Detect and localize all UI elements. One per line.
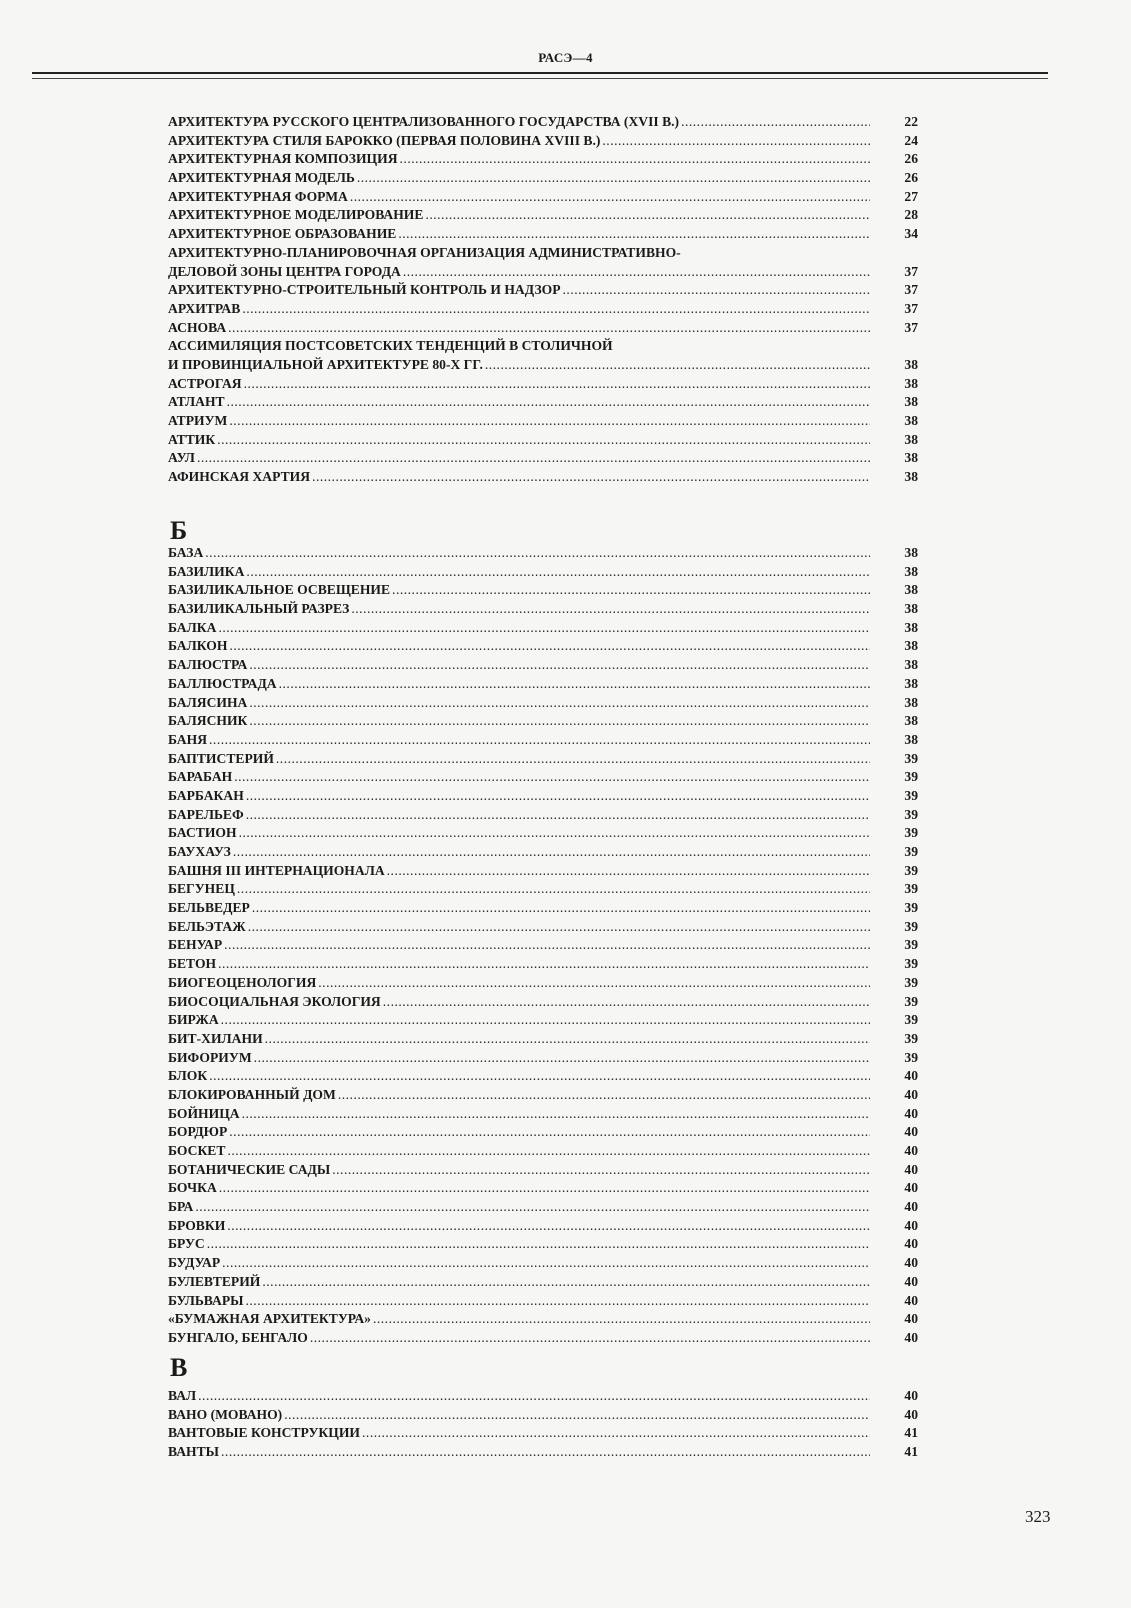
entry-page: 39 [904, 844, 918, 859]
index-entry [168, 918, 918, 937]
entry-title: БЕГУНЕЦ [168, 881, 235, 897]
entry-page: 39 [904, 769, 918, 785]
dot-leader [209, 731, 870, 750]
dot-leader [265, 1030, 870, 1049]
dot-leader [485, 356, 870, 375]
entry-page: 37 [904, 300, 918, 316]
dot-leader [383, 993, 870, 1012]
dot-leader [229, 412, 870, 431]
entry-title: БАЗИЛИКАЛЬНЫЙ РАЗРЕЗ [168, 601, 350, 617]
entry-title: АРХИТРАВ [168, 300, 241, 316]
entry-title: ВАНО (МОВАНО) [168, 1406, 283, 1422]
entry-page: 39 [904, 1012, 918, 1028]
index-entry [168, 955, 918, 974]
index-entry [168, 675, 918, 694]
entry-title: БАНЯ [168, 731, 208, 747]
running-header: РАСЭ—4 [538, 50, 593, 65]
entry-page: 38 [904, 356, 918, 372]
entry-page: 40 [904, 1161, 918, 1177]
index-entry [168, 1424, 918, 1443]
entry-title: БАЛКОН [168, 638, 228, 654]
entry-title: БОСКЕТ [168, 1143, 226, 1158]
entry-page: 40 [904, 1124, 918, 1140]
entry-page: 28 [904, 207, 918, 223]
index-entry [168, 974, 918, 993]
dot-leader [246, 1292, 871, 1311]
entry-page: 40 [904, 1236, 918, 1252]
index-entry [168, 806, 918, 825]
entry-page: 40 [904, 1329, 918, 1345]
entry-title: БАЛЯСНИК [168, 713, 248, 729]
entry-page: 39 [904, 750, 918, 766]
entry-title: ДЕЛОВОЙ ЗОНЫ ЦЕНТРА ГОРОДА [168, 263, 401, 279]
index-entry [168, 1123, 918, 1142]
entry-title: АРХИТЕКТУРНАЯ ФОРМА [168, 188, 348, 204]
entry-page: 39 [904, 974, 918, 990]
entry-title: И ПРОВИНЦИАЛЬНОЙ АРХИТЕКТУРЕ 80-Х ГГ. [168, 356, 483, 372]
entry-page: 26 [904, 151, 918, 167]
entry-page: 38 [904, 563, 918, 579]
dot-leader [357, 169, 870, 188]
index-entry [168, 244, 918, 263]
dot-leader [276, 750, 870, 769]
entry-page: 39 [904, 937, 918, 953]
entry-page: 38 [904, 394, 918, 410]
index-entry [168, 1105, 918, 1124]
dot-leader [373, 1310, 870, 1329]
entry-page: 38 [904, 675, 918, 691]
entry-title: ВАЛ [168, 1388, 197, 1403]
entry-page: 39 [904, 825, 918, 841]
entry-title: АФИНСКАЯ ХАРТИЯ [168, 469, 311, 485]
section-letter-v: В [170, 1353, 188, 1382]
entry-title: БУНГАЛО, БЕНГАЛО [168, 1329, 308, 1345]
dot-leader [229, 637, 870, 656]
index-entry [168, 1030, 918, 1049]
entry-title: БАЛЯСИНА [168, 694, 248, 710]
index-section-b [168, 544, 918, 1348]
page-number: 323 [1025, 1507, 1051, 1526]
dot-leader [218, 619, 870, 638]
entry-title: БИОГЕОЦЕНОЛОГИЯ [168, 974, 317, 990]
entry-title: БАШНЯ III ИНТЕРНАЦИОНАЛА [168, 862, 385, 878]
entry-page: 39 [904, 787, 918, 803]
dot-leader [221, 1011, 870, 1030]
dot-leader [227, 393, 870, 412]
dot-leader [310, 1329, 870, 1348]
entry-page: 40 [904, 1199, 918, 1215]
dot-leader [218, 955, 870, 974]
entry-title: БИТ-ХИЛАНИ [168, 1030, 263, 1046]
entry-title: БАСТИОН [168, 825, 237, 841]
dot-leader [209, 1067, 870, 1086]
entry-page: 40 [904, 1180, 918, 1196]
entry-title: БЛОК [168, 1068, 208, 1084]
entry-page: 39 [904, 1030, 918, 1046]
entry-title: АРХИТЕКТУРНОЕ МОДЕЛИРОВАНИЕ [168, 207, 424, 223]
dot-leader [362, 1424, 870, 1443]
dot-leader [681, 113, 870, 132]
entry-page: 39 [904, 1049, 918, 1065]
index-entry [168, 188, 918, 207]
index-entry [168, 787, 918, 806]
entry-page: 38 [904, 638, 918, 654]
entry-page: 41 [904, 1444, 918, 1460]
dot-leader [246, 787, 870, 806]
entry-title: БЕНУАР [168, 937, 223, 953]
dot-leader [262, 1273, 870, 1292]
index-entry [168, 1049, 918, 1068]
entry-page: 38 [904, 731, 918, 747]
index-entry [168, 468, 918, 487]
entry-page: 39 [904, 881, 918, 897]
entry-title: АРХИТЕКТУРНО-ПЛАНИРОВОЧНАЯ ОРГАНИЗАЦИЯ АДМИНИСТРАТИВНО- [168, 244, 681, 260]
entry-title: АТРИУМ [168, 413, 228, 428]
entry-page: 39 [904, 900, 918, 916]
index-entry [168, 1235, 918, 1254]
index-entry [168, 1086, 918, 1105]
index-entry [168, 563, 918, 582]
dot-leader [615, 337, 918, 356]
entry-page: 40 [904, 1086, 918, 1102]
entry-page: 38 [904, 657, 918, 673]
entry-title: БАЗИЛИКАЛЬНОЕ ОСВЕЩЕНИЕ [168, 582, 391, 598]
index-entry [168, 1329, 918, 1348]
entry-title: БРОВКИ [168, 1217, 226, 1233]
index-entry [168, 449, 918, 468]
index-entry [168, 169, 918, 188]
dot-leader [284, 1406, 870, 1425]
index-entry [168, 356, 918, 375]
index-entry [168, 1254, 918, 1273]
dot-leader [249, 694, 870, 713]
entry-page: 40 [904, 1105, 918, 1121]
index-entry [168, 1067, 918, 1086]
entry-page: 38 [904, 582, 918, 598]
entry-title: БУДУАР [168, 1255, 221, 1271]
dot-leader [242, 1105, 870, 1124]
dot-leader [197, 449, 870, 468]
entry-page: 37 [904, 263, 918, 279]
index-entry [168, 300, 918, 319]
dot-leader [205, 544, 870, 563]
dot-leader [222, 1254, 870, 1273]
index-entry [168, 619, 918, 638]
entry-title: БАЛКА [168, 619, 217, 635]
index-section-v [168, 1387, 918, 1462]
index-entry [168, 150, 918, 169]
entry-page: 38 [904, 601, 918, 617]
dot-leader [279, 675, 870, 694]
dot-leader [248, 918, 870, 937]
entry-title: АСНОВА [168, 319, 227, 335]
entry-page: 27 [904, 188, 918, 204]
index-entry [168, 544, 918, 563]
entry-title: БЕЛЬЭТАЖ [168, 918, 246, 934]
entry-title: БУЛЬВАРЫ [168, 1292, 244, 1308]
entry-page: 22 [904, 114, 918, 129]
entry-title: АРХИТЕКТУРНО-СТРОИТЕЛЬНЫЙ КОНТРОЛЬ И НАДЗОР [168, 282, 561, 298]
entry-title: АРХИТЕКТУРНАЯ КОМПОЗИЦИЯ [168, 151, 398, 167]
index-entry [168, 694, 918, 713]
index-entry [168, 225, 918, 244]
entry-page: 39 [904, 918, 918, 934]
entry-title: БИФОРИУМ [168, 1049, 252, 1065]
entry-title: АУЛ [168, 450, 195, 466]
index-entry [168, 1406, 918, 1425]
entry-title: АССИМИЛЯЦИЯ ПОСТСОВЕТСКИХ ТЕНДЕНЦИЙ В СТОЛИЧНОЙ [168, 338, 613, 354]
entry-page: 40 [904, 1143, 918, 1158]
entry-page: 40 [904, 1217, 918, 1233]
entry-page: 38 [904, 375, 918, 391]
header-rule [32, 72, 1048, 74]
entry-title: АРХИТЕКТУРНОЕ ОБРАЗОВАНИЕ [168, 226, 397, 242]
entry-title: БИОСОЦИАЛЬНАЯ ЭКОЛОГИЯ [168, 993, 381, 1009]
entry-title: ВАНТОВЫЕ КОНСТРУКЦИИ [168, 1425, 361, 1441]
index-section-a [168, 113, 918, 487]
index-entry [168, 824, 918, 843]
dot-leader [228, 319, 870, 338]
entry-title: БАЛЛЮСТРАДА [168, 675, 277, 691]
entry-page: 40 [904, 1255, 918, 1271]
dot-leader [318, 974, 870, 993]
entry-title: БЛОКИРОВАННЫЙ ДОМ [168, 1086, 336, 1102]
index-entry [168, 843, 918, 862]
dot-leader [229, 1123, 870, 1142]
dot-leader [217, 431, 870, 450]
dot-leader [350, 188, 870, 207]
entry-title: БОЧКА [168, 1180, 217, 1196]
dot-leader [233, 843, 870, 862]
index-entry [168, 768, 918, 787]
entry-page: 40 [904, 1388, 918, 1403]
index-entry [168, 993, 918, 1012]
index-entry [168, 1161, 918, 1180]
index-entry [168, 600, 918, 619]
entry-page: 34 [904, 226, 918, 242]
index-entry [168, 880, 918, 899]
entry-title: АТТИК [168, 431, 216, 447]
entry-title: АРХИТЕКТУРНАЯ МОДЕЛЬ [168, 170, 355, 186]
entry-title: БАРБАКАН [168, 787, 244, 803]
index-entry [168, 899, 918, 918]
index-entry [168, 1443, 918, 1462]
dot-leader [234, 768, 870, 787]
header-rule-thin [32, 78, 1048, 79]
dot-leader [254, 1049, 870, 1068]
index-entry [168, 1273, 918, 1292]
dot-leader [249, 656, 870, 675]
entry-title: БАЗА [168, 545, 204, 560]
entry-page: 38 [904, 619, 918, 635]
index-entry [168, 862, 918, 881]
dot-leader [207, 1235, 870, 1254]
dot-leader [351, 600, 870, 619]
entry-title: БУЛЕВТЕРИЙ [168, 1273, 261, 1289]
dot-leader [403, 263, 870, 282]
dot-leader [198, 1387, 870, 1406]
dot-leader [244, 375, 870, 394]
entry-title: БАУХАУЗ [168, 844, 231, 859]
index-entry [168, 731, 918, 750]
dot-leader [332, 1161, 870, 1180]
index-entry [168, 375, 918, 394]
entry-title: ВАНТЫ [168, 1444, 220, 1460]
dot-leader [195, 1198, 870, 1217]
entry-title: «БУМАЖНАЯ АРХИТЕКТУРА» [168, 1311, 371, 1327]
dot-leader [221, 1443, 870, 1462]
entry-title: БАРЕЛЬЕФ [168, 806, 244, 822]
entry-title: АТЛАНТ [168, 394, 225, 410]
index-entry [168, 750, 918, 769]
entry-page: 40 [904, 1311, 918, 1327]
dot-leader [338, 1086, 870, 1105]
index-entry [168, 1142, 918, 1161]
entry-page: 39 [904, 956, 918, 972]
index-entry [168, 712, 918, 731]
dot-leader [392, 581, 870, 600]
dot-leader [219, 1179, 870, 1198]
index-entry [168, 132, 918, 151]
index-entry [168, 1217, 918, 1236]
entry-title: БРА [168, 1199, 194, 1215]
entry-page: 24 [904, 132, 918, 148]
entry-page: 37 [904, 319, 918, 335]
entry-page: 38 [904, 545, 918, 560]
dot-leader [398, 225, 870, 244]
dot-leader [227, 1142, 870, 1161]
index-entry [168, 206, 918, 225]
entry-title: БАРАБАН [168, 769, 233, 785]
entry-page: 38 [904, 694, 918, 710]
dot-leader [224, 936, 870, 955]
entry-title: БОЙНИЦА [168, 1105, 240, 1121]
entry-page: 39 [904, 862, 918, 878]
dot-leader [237, 880, 870, 899]
index-entry [168, 319, 918, 338]
index-entry [168, 281, 918, 300]
index-entry [168, 412, 918, 431]
entry-title: БЕЛЬВЕДЕР [168, 900, 250, 916]
entry-page: 38 [904, 713, 918, 729]
dot-leader [246, 806, 870, 825]
index-entry [168, 1310, 918, 1329]
entry-page: 40 [904, 1068, 918, 1084]
index-entry [168, 936, 918, 955]
dot-leader [387, 862, 870, 881]
dot-leader [242, 300, 870, 319]
entry-page: 40 [904, 1292, 918, 1308]
index-entry [168, 337, 918, 356]
dot-leader [602, 132, 870, 151]
index-entry [168, 393, 918, 412]
entry-page: 40 [904, 1406, 918, 1422]
entry-title: БОРДЮР [168, 1124, 228, 1140]
dot-leader [252, 899, 870, 918]
entry-title: БАПТИСТЕРИЙ [168, 750, 274, 766]
dot-leader [683, 244, 918, 263]
entry-page: 41 [904, 1425, 918, 1441]
entry-page: 39 [904, 806, 918, 822]
entry-page: 26 [904, 170, 918, 186]
entry-page: 38 [904, 469, 918, 485]
entry-title: БРУС [168, 1236, 205, 1252]
dot-leader [312, 468, 870, 487]
dot-leader [246, 563, 870, 582]
dot-leader [227, 1217, 870, 1236]
entry-page: 38 [904, 413, 918, 428]
index-entry [168, 263, 918, 282]
index-entry [168, 637, 918, 656]
index-entry [168, 581, 918, 600]
index-entry [168, 1198, 918, 1217]
entry-page: 39 [904, 993, 918, 1009]
entry-page: 40 [904, 1273, 918, 1289]
index-entry [168, 656, 918, 675]
entry-title: БАЛЮСТРА [168, 657, 248, 673]
dot-leader [239, 824, 870, 843]
dot-leader [425, 206, 870, 225]
entry-title: БЕТОН [168, 956, 217, 972]
index-entry [168, 113, 918, 132]
index-entry [168, 431, 918, 450]
entry-title: АРХИТЕКТУРА РУССКОГО ЦЕНТРАЛИЗОВАННОГО ГОСУДАРСТВА (XVII В.) [168, 114, 680, 129]
entry-title: АРХИТЕКТУРА СТИЛЯ БАРОККО (ПЕРВАЯ ПОЛОВИНА XVIII В.) [168, 132, 601, 148]
section-letter-b: Б [170, 516, 188, 545]
entry-title: БИРЖА [168, 1012, 219, 1028]
dot-leader [249, 712, 870, 731]
entry-title: БОТАНИЧЕСКИЕ САДЫ [168, 1161, 331, 1177]
entry-page: 38 [904, 450, 918, 466]
dot-leader [400, 150, 870, 169]
entry-page: 38 [904, 431, 918, 447]
entry-title: АСТРОГАЯ [168, 375, 242, 391]
dot-leader [563, 281, 871, 300]
index-entry [168, 1387, 918, 1406]
index-entry [168, 1179, 918, 1198]
index-entry [168, 1292, 918, 1311]
entry-page: 37 [904, 282, 918, 298]
index-entry [168, 1011, 918, 1030]
entry-title: БАЗИЛИКА [168, 563, 245, 579]
